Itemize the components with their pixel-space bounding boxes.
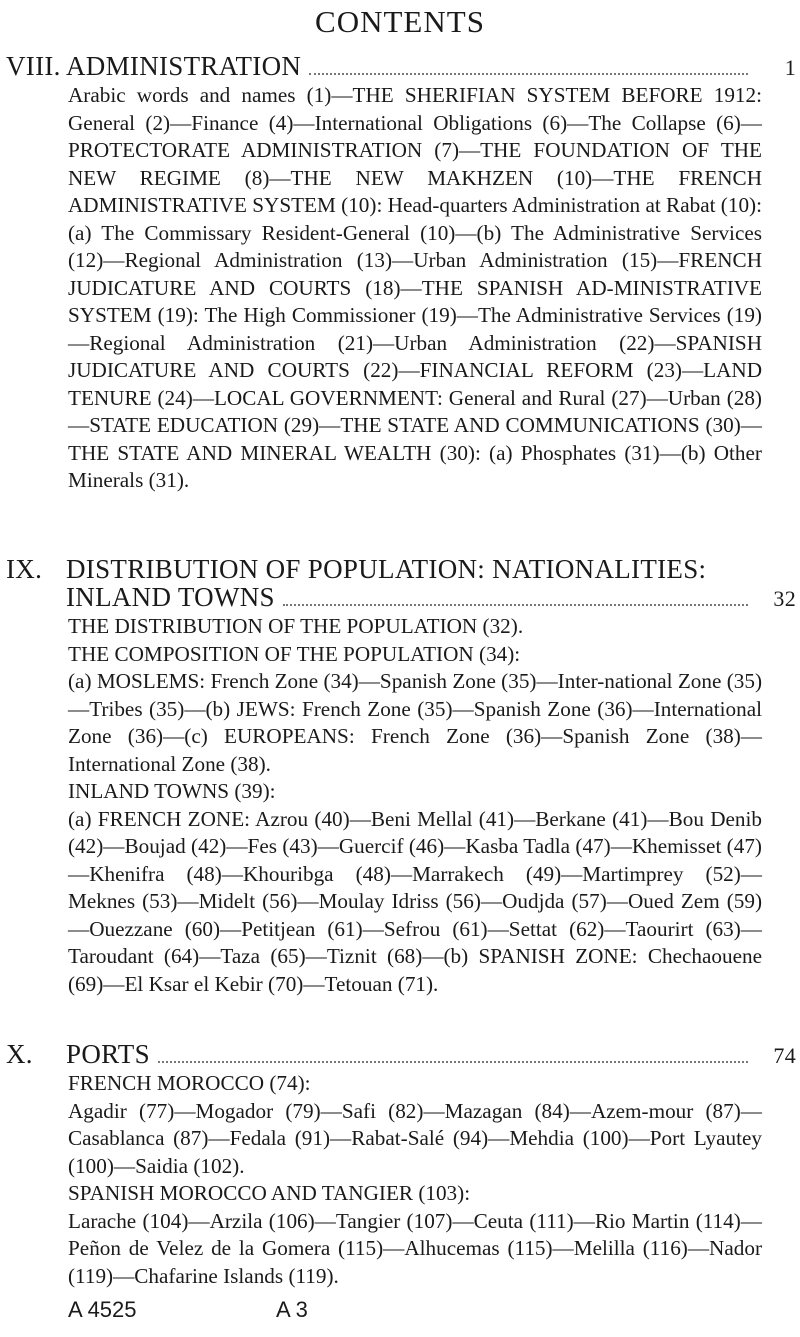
dot-leader	[309, 73, 748, 75]
section-x	[6, 1040, 796, 1290]
page-title: CONTENTS	[315, 4, 485, 39]
section-heading-cont	[66, 583, 796, 613]
section-title: DISTRIBUTION OF POPULATION: NATIONALITIES:	[66, 554, 707, 584]
section-heading	[6, 555, 796, 583]
section-entries: (a) MOSLEMS: French Zone (34)—Spanish Zone (35)—Inter-national Zone (35)—Tribes (35)—(b) JEWS: French Zone (35)—Spanish Zone (36)—International Zone (36)—(c) EUROPEANS: French Zone (36)—Spanish Zone (38)—International Zone (38).	[68, 669, 762, 776]
section-body	[68, 82, 762, 495]
section-page-number: 32	[773, 586, 796, 611]
section-entries: Arabic words and names (1)—THE SHERIFIAN SYSTEM BEFORE 1912: General (2)—Finance (4)—International Obligations (6)—The Collapse (6)—PROTECTORATE ADMINISTRATION (7)—THE FOUNDATION OF THE NEW REGIME (8)—THE NEW MAKHZEN (10)—THE FRENCH ADMINISTRATIVE SYSTEM (10): Head-quarters Administration at Rabat (10): (a) The Commissary Resident-General (10)—(b) The Administrative Services (12)—Regional Administration (13)—Urban Administration (15)—FRENCH JUDICATURE AND COURTS (18)—THE SPANISH AD-MINISTRATIVE SYSTEM (19): The High Commissioner (19)—The Administrative Services (19)—Regional Administration (21)—Urban Administration (22)—SPANISH JUDICATURE AND COURTS (22)—FINANCIAL REFORM (23)—LAND TENURE (24)—LOCAL GOVERNMENT: General and Rural (27)—Urban (28)—STATE EDUCATION (29)—THE STATE AND COMMUNICATIONS (30)—THE STATE AND MINERAL WEALTH (30): (a) Phosphates (31)—(b) Other Minerals (31).	[68, 83, 762, 492]
section-heading	[6, 1040, 796, 1070]
section-entries: (a) FRENCH ZONE: Azrou (40)—Beni Mellal (41)—Berkane (41)—Bou Denib (42)—Boujad (42)—Fes (43)—Guercif (46)—Kasba Tadla (47)—Khemisset (47)—Khenifra (48)—Khouribga (48)—Marrakech (49)—Martimprey (52)—Meknes (53)—Midelt (56)—Moulay Idriss (56)—Oudjda (57)—Oued Zem (59)—Ouezzane (60)—Petitjean (61)—Sefrou (61)—Settat (62)—Taourirt (63)—Taroudant (64)—Taza (65)—Tiznit (68)—(b) SPANISH ZONE: Chechaouene (69)—El Ksar el Kebir (70)—Tetouan (71).	[68, 806, 762, 996]
section-entries: Agadir (77)—Mogador (79)—Safi (82)—Mazagan (84)—Azem-mour (87)—Casablanca (87)—Fedala (91)—Rabat-Salé (94)—Mehdia (100)—Port Lyautey (100)—Saidia (102).	[68, 1098, 762, 1178]
subheading: THE DISTRIBUTION OF THE POPULATION (32).	[68, 614, 524, 638]
section-number: X.	[6, 1039, 33, 1069]
section-viii	[6, 52, 796, 495]
section-number: IX.	[6, 554, 43, 584]
section-title: ADMINISTRATION	[66, 51, 302, 81]
subheading: SPANISH MOROCCO AND TANGIER (103):	[68, 1181, 471, 1205]
section-title: PORTS	[66, 1039, 150, 1069]
section-body	[68, 613, 762, 998]
section-title-cont: INLAND TOWNS	[66, 582, 275, 612]
section-ix	[6, 555, 796, 998]
print-code: A 4525	[68, 1297, 137, 1322]
section-heading	[6, 52, 796, 82]
section-page-number: 1	[784, 55, 796, 80]
subheading: INLAND TOWNS (39):	[68, 779, 276, 803]
section-page-number: 74	[773, 1043, 796, 1068]
section-entries: Larache (104)—Arzila (106)—Tangier (107)—Ceuta (111)—Rio Martin (114)—Peñon de Velez de la Gomera (115)—Alhucemas (115)—Melilla (116)—Nador (119)—Chafarine Islands (119).	[68, 1208, 762, 1288]
subheading: FRENCH MOROCCO (74):	[68, 1071, 311, 1095]
section-number: VIII.	[6, 51, 61, 81]
subheading: THE COMPOSITION OF THE POPULATION (34):	[68, 641, 521, 666]
section-body	[68, 1070, 762, 1290]
dot-leader	[283, 604, 748, 606]
dot-leader	[158, 1061, 748, 1063]
signature-mark: A 3	[276, 1297, 308, 1322]
